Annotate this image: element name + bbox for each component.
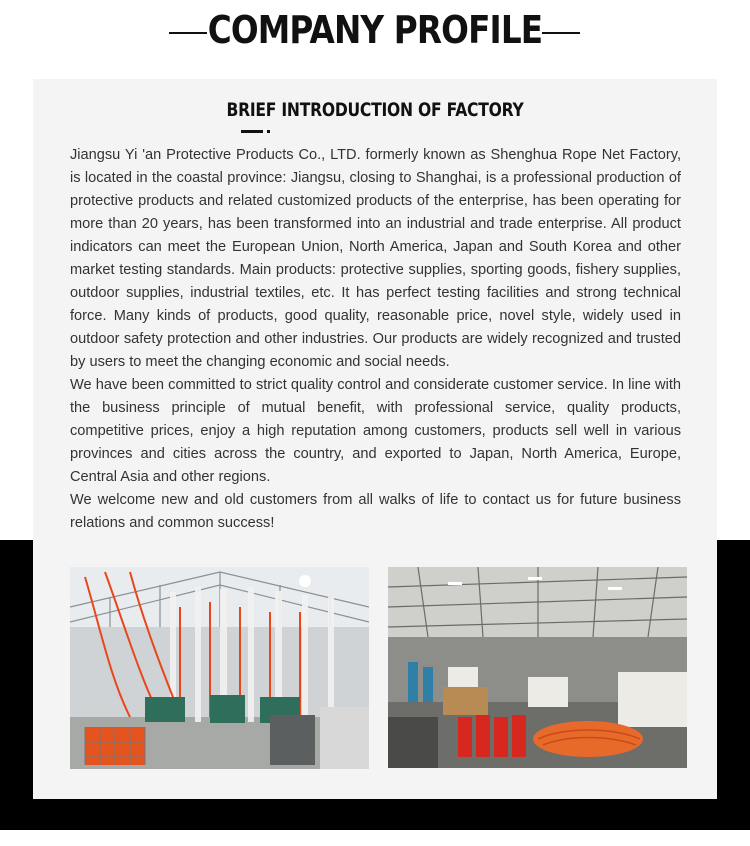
header-line-right bbox=[542, 32, 580, 34]
factory-photo-braiding-hall bbox=[70, 567, 369, 769]
profile-card bbox=[33, 79, 717, 799]
factory-photo-warehouse bbox=[388, 567, 687, 768]
intro-text bbox=[70, 144, 681, 535]
page-title: COMPANY PROFILE bbox=[207, 8, 543, 52]
intro-paragraph-3: We welcome new and old customers from all walks of life to contact us for future business relations and common success! bbox=[70, 492, 681, 531]
intro-paragraph-1: Jiangsu Yi 'an Protective Products Co., LTD. formerly known as Shenghua Rope Net Factory, is located in the coastal province: Jiangsu, closing to Shanghai, is a professional production of protective products and related customized products of the enterprise, has been operating for more than 20 years, has been transformed into an industrial and trade enterprise. All product indicators can meet the European Union, North America, Japan and South Korea and other market testing standards. Main products: protective supplies, sporting goods, fishery supplies, outdoor supplies, industrial textiles, etc. It has perfect testing facilities and strong technical force. Many kinds of products, good quality, reasonable price, novel style, widely used in outdoor safety protection and other industries. Our products are widely recognized and trusted by users to meet the changing economic and social needs. bbox=[70, 147, 681, 370]
intro-paragraph-2: We have been committed to strict quality control and considerate customer service. In line with the business principle of mutual benefit, with professional service, quality products, competitive prices, enjoy a high reputation among customers, products sell well in various provinces and cities across the country, and exported to Japan, North America, Europe, Central Asia and other regions. bbox=[70, 377, 681, 485]
section-title: BRIEF INTRODUCTION OF FACTORY bbox=[226, 99, 524, 121]
page-header bbox=[0, 0, 750, 72]
title-underline-dot bbox=[267, 130, 270, 133]
title-underline-bar bbox=[241, 130, 263, 133]
